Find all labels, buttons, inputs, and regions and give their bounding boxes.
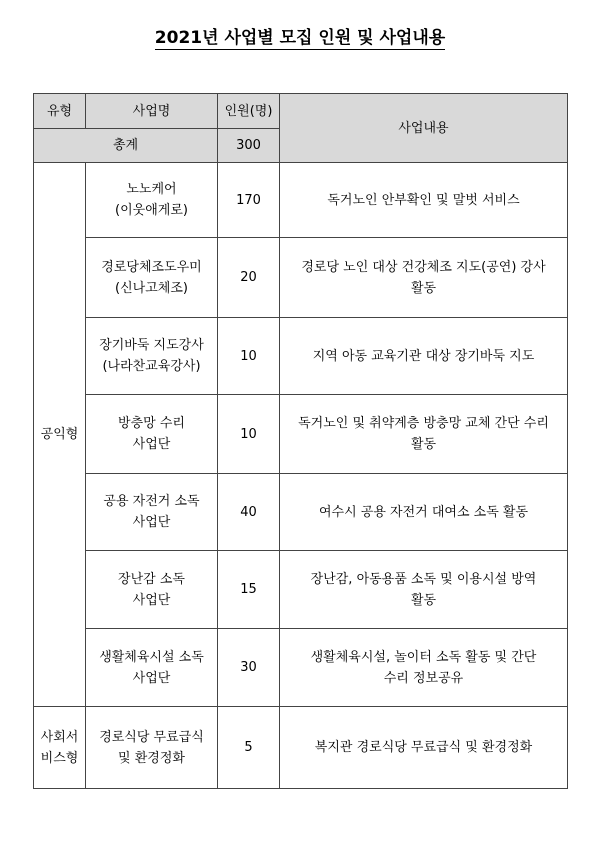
- name-cell: 경로당체조도우미 (신나고체조): [86, 238, 218, 318]
- count-cell: 5: [218, 707, 280, 789]
- name-cell: 생활체육시설 소독 사업단: [86, 629, 218, 707]
- table-row: [34, 551, 568, 629]
- content-cell: 장난감, 아동용품 소독 및 이용시설 방역 활동: [280, 551, 568, 629]
- page-title: 2021년 사업별 모집 인원 및 사업내용: [154, 28, 446, 48]
- table-row: [34, 629, 568, 707]
- table-row: [34, 707, 568, 789]
- header-content: 사업내용: [280, 94, 568, 163]
- content-cell: 독거노인 안부확인 및 말벗 서비스: [280, 163, 568, 238]
- content-cell: 생활체육시설, 놀이터 소독 활동 및 간단 수리 정보공유: [280, 629, 568, 707]
- type-cell: 공익형: [34, 163, 86, 707]
- name-cell: 노노케어 (이웃애게로): [86, 163, 218, 238]
- count-cell: 15: [218, 551, 280, 629]
- content-cell: 여수시 공용 자전거 대여소 소독 활동: [280, 474, 568, 551]
- name-cell: 장기바둑 지도강사 (나라찬교육강사): [86, 318, 218, 395]
- header-row: [34, 94, 568, 129]
- type-cell: 사회서 비스형: [34, 707, 86, 789]
- count-cell: 30: [218, 629, 280, 707]
- table-row: [34, 318, 568, 395]
- content-cell: 복지관 경로식당 무료급식 및 환경정화: [280, 707, 568, 789]
- table-row: [34, 238, 568, 318]
- name-cell: 방충망 수리 사업단: [86, 395, 218, 474]
- table-row: [34, 474, 568, 551]
- name-cell: 공용 자전거 소독 사업단: [86, 474, 218, 551]
- header-type: 유형: [34, 94, 86, 129]
- total-count: 300: [218, 129, 280, 163]
- count-cell: 10: [218, 318, 280, 395]
- header-count: 인원(명): [218, 94, 280, 129]
- count-cell: 10: [218, 395, 280, 474]
- count-cell: 40: [218, 474, 280, 551]
- header-name: 사업명: [86, 94, 218, 129]
- total-label: 총계: [34, 129, 218, 163]
- table-row: [34, 163, 568, 238]
- name-cell: 장난감 소독 사업단: [86, 551, 218, 629]
- content-cell: 독거노인 및 취약계층 방충망 교체 간단 수리 활동: [280, 395, 568, 474]
- recruitment-table: [33, 93, 568, 789]
- count-cell: 170: [218, 163, 280, 238]
- content-cell: 경로당 노인 대상 건강체조 지도(공연) 강사 활동: [280, 238, 568, 318]
- name-cell: 경로식당 무료급식 및 환경정화: [86, 707, 218, 789]
- content-cell: 지역 아동 교육기관 대상 장기바둑 지도: [280, 318, 568, 395]
- count-cell: 20: [218, 238, 280, 318]
- table-row: [34, 395, 568, 474]
